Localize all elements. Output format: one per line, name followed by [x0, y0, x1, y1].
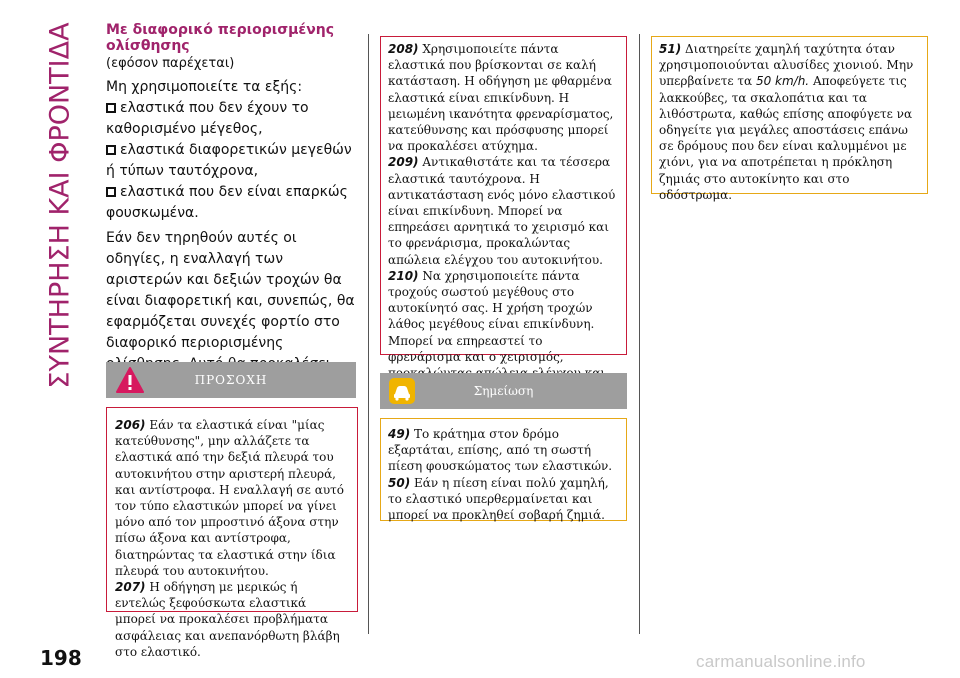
note-label: Σημείωση — [473, 384, 534, 398]
warning-item: 206) Εάν τα ελαστικά είναι "μίας κατεύθυνσης", μην αλλάζετε τα ελαστικά από την δεξιά πλευρά του αυτοκινήτου στην αριστερή πλευρά, και αντίστροφα. Η εναλλαγή σε αυτό τον τύπο ελαστικών μπορεί να γίνει μόνο από τον μπροστινό άξονα στην πίσω άξονα και αντίστροφα, διατηρώντας τα ελαστικά στην ίδια πλευρά του αυτοκινήτου. — [115, 418, 344, 578]
watermark-text: carmanualsonline.info — [696, 652, 866, 671]
warning-box — [106, 407, 358, 659]
chapter-title-text: ΣΥΝΤΗΡΗΣΗ ΚΑΙ ΦΡΟΝΤΙΔΑ — [44, 21, 76, 389]
left-column — [106, 22, 358, 396]
chapter-side-title — [30, 21, 90, 389]
note-item: 51) Διατηρείτε χαμηλή ταχύτητα όταν χρησιμοποιούνται αλυσίδες χιονιού. Μην υπερβαίνετε τα 50 km/h. Αποφεύγετε τις λακκούβες, τα σκαλοπάτια και τα λιθόστρωτα, καθώς επίσης αποφύγετε να οδηγείτε για μεγάλες αποστάσεις επάνω σε δρόμους που δεν είναι καλυμμένοι με χιόνι, για να αποτρέπεται η πρόκληση ζημιάς στο αυτοκίνητο και στο οδόστρωμα. — [659, 42, 914, 202]
warning-label: ΠΡΟΣΟΧΗ — [194, 373, 268, 387]
intro-text: Μη χρησιμοποιείτε τα εξής: — [106, 79, 303, 95]
section-subnote: (εφόσον παρέχεται) — [106, 56, 235, 71]
warning-header — [106, 362, 356, 398]
warning-continued-box — [380, 36, 627, 364]
checkbox-bullet-icon — [106, 103, 116, 113]
warning-item: 207) Η οδήγηση με μερικώς ή εντελώς ξεφούσκωτα ελαστικά μπορεί να προκαλέσει προβλήματα ασφάλειας και ανεπανόρθωτη βλάβη στο ελαστικό. — [115, 580, 340, 659]
warning-item: 208) Χρησιμοποιείτε πάντα ελαστικά που βρίσκονται σε καλή κατάσταση. Η οδήγηση με φθαρμένα ελαστικά είναι επικίνδυνη. Η μειωμένη ικανότητα φρεναρίσματος, κατεύθυνσης και πρόσφυσης μπορεί να προκαλέσει ατύχημα. — [388, 42, 614, 154]
warning-item: 209) Αντικαθιστάτε και τα τέσσερα ελαστικά ταυτόχρονα. Η αντικατάσταση ενός μόνο ελαστικού είναι επικίνδυνη. Μπορεί να επηρεάσει αρνητικά το χειρισμό και το φρενάρισμα, προκαλώντας απώλεια ελέγχου του αυτοκινήτου. — [388, 155, 616, 267]
section-body — [106, 77, 358, 396]
column-divider — [368, 34, 369, 634]
checkbox-bullet-icon — [106, 145, 116, 155]
checkbox-bullet-icon — [106, 187, 116, 197]
bullet-item: ελαστικά που δεν έχουν το καθορισμένο μέγεθος, — [106, 100, 309, 137]
note-item: 49) Το κράτημα στον δρόμο εξαρτάται, επίσης, από τη σωστή πίεση φουσκώματος των ελαστικών. — [388, 427, 613, 474]
note-box — [380, 418, 627, 521]
column-divider — [639, 34, 640, 634]
body-paragraph: Εάν δεν τηρηθούν αυτές οι οδηγίες, η εναλλαγή των αριστερών και δεξιών τροχών θα είναι διαφορετική και, συνεπώς, θα εφαρμόζεται συνεχές φορτίο στο διαφορικό περιορισμένης — [106, 230, 355, 351]
note-continued-box — [651, 36, 928, 202]
bullet-item: ελαστικά διαφορετικών μεγεθών ή τύπων ταυτόχρονα, — [106, 142, 352, 179]
page-number: 198 — [40, 646, 82, 670]
warning-item: 210) Να χρησιμοποιείτε πάντα τροχούς σωστού μεγέθους στο αυτοκίνητό σας. Η χρήση τροχών λάθος μεγέθους είναι επικίνδυνη. Μπορεί να επηρεαστεί το φρενάρισμα και ο χειρισμός, — [388, 268, 595, 364]
note-item: 50) Εάν η πίεση είναι πολύ χαμηλή, το ελαστικό υπερθερμαίνεται και μπορεί να προκληθεί σοβαρή ζημιά. — [388, 475, 609, 523]
section-heading: Με διαφορικό περιορισμένης ολίσθησης — [106, 22, 335, 54]
note-header — [380, 373, 627, 409]
bullet-item: ελαστικά που δεν είναι επαρκώς φουσκωμένα. — [106, 184, 348, 221]
